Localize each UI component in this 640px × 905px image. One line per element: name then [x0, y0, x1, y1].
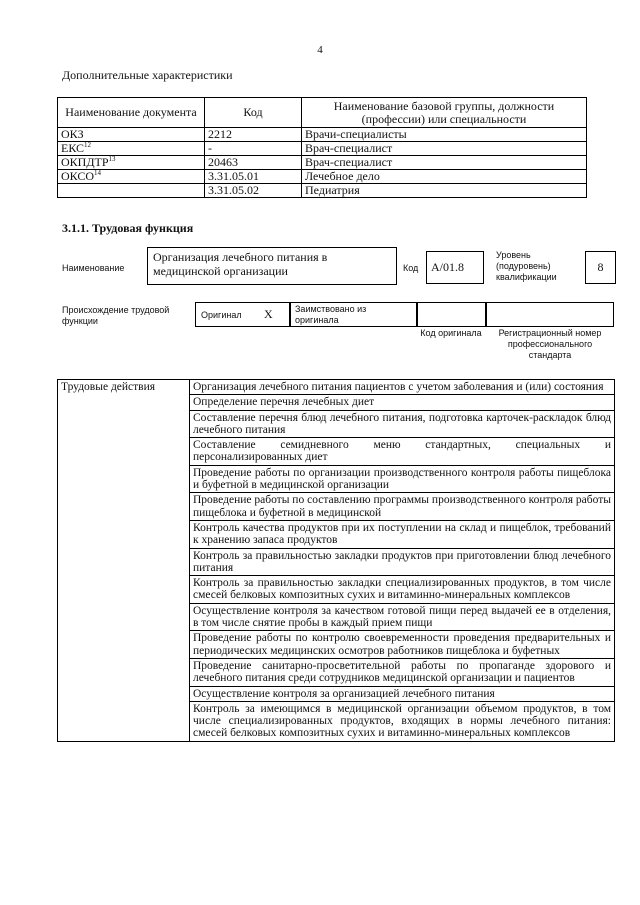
function-name-box: Организация лечебного питания в медицинской организации — [147, 247, 397, 285]
footnote-ref: 12 — [84, 141, 92, 149]
actions-label-cell: Трудовые действия — [58, 380, 190, 742]
borrowed-label: Заимствовано из оригинала — [295, 304, 367, 325]
action-item: Проведение работы по организации производственного контроля работы пищеблока и буфетной в медицинской организации — [190, 465, 615, 493]
reg-number-cell — [486, 302, 614, 327]
action-item: Составление семидневного меню стандартных, специальных и персонализированных диет — [190, 438, 615, 466]
action-item: Контроль за правильностью закладки продуктов при приготовлении блюд лечебного питания — [190, 548, 615, 576]
header-code: Код — [205, 98, 302, 128]
action-item: Проведение санитарно-просветительной работы по пропаганде здорового и лечебного питания среди сотрудников медицинской организации и пациентов — [190, 658, 615, 686]
action-item: Осуществление контроля за организацией лечебного питания — [190, 686, 615, 701]
borrowed-cell — [290, 302, 417, 327]
code-original-cell — [417, 302, 486, 327]
code-original-caption: Код оригинала — [420, 328, 482, 338]
header-group-name: Наименование базовой группы, должности (профессии) или специальности — [302, 98, 587, 128]
action-item: Контроль за имеющимся в медицинской организации объемом продуктов, в том числе специализированных продуктов, входящих в нормы лечебного питания: смесей белковых композитных сухих и витаминно-минеральных комплексов — [190, 701, 615, 741]
action-item: Определение перечня лечебных диет — [190, 395, 615, 410]
doc-name: ОКЗ — [61, 127, 84, 141]
action-item: Проведение работы по составлению программы производственного контроля работы пищеблока и буфетной в медицинской — [190, 493, 615, 521]
group-name-cell: Лечебное дело — [302, 170, 587, 184]
action-item: Контроль за правильностью закладки специализированных продуктов, в том числе смесей белковых композитных сухих и витаминно-минеральных комплексов — [190, 576, 615, 604]
original-cell — [195, 302, 290, 327]
code-cell: - — [205, 142, 302, 156]
code-cell: 2212 — [205, 128, 302, 142]
table-row — [58, 156, 587, 170]
table-row — [58, 184, 587, 198]
doc-name: ОКПДТР — [61, 155, 109, 169]
doc-cell — [58, 184, 205, 198]
group-name-cell: Врачи-специалисты — [302, 128, 587, 142]
action-item: Контроль качества продуктов при их поступлении на склад и пищеблок, требований к хранению запаса продуктов — [190, 520, 615, 548]
header-document: Наименование документа — [58, 98, 205, 128]
table-row — [58, 170, 587, 184]
doc-cell — [58, 170, 205, 184]
page-number: 4 — [317, 44, 323, 56]
level-label: Уровень (подуровень) квалификации — [496, 250, 557, 282]
labor-actions-table — [57, 379, 615, 742]
reg-number-caption: Регистрационный номер профессионального стандарта — [498, 328, 602, 360]
group-name-cell: Врач-специалист — [302, 142, 587, 156]
doc-cell — [58, 142, 205, 156]
table-row — [58, 142, 587, 156]
doc-name: ОКСО — [61, 169, 95, 183]
doc-cell — [58, 156, 205, 170]
footnote-ref: 14 — [94, 169, 102, 177]
function-code-box: A/01.8 — [426, 251, 484, 284]
action-item: Проведение работы по контролю своевременности проведения предварительных и периодических медицинских осмотров работников пищеблока и буфетных — [190, 631, 615, 659]
doc-name: ЕКС — [61, 141, 85, 155]
code-label: Код — [403, 263, 419, 273]
code-cell: 3.31.05.02 — [205, 184, 302, 198]
labor-function-heading: 3.1.1. Трудовая функция — [62, 221, 194, 235]
level-value-box: 8 — [585, 251, 616, 284]
table-header-row — [58, 98, 587, 128]
original-label: Оригинал — [201, 310, 242, 320]
doc-cell — [58, 128, 205, 142]
origin-label: Происхождение трудовой функции — [62, 305, 170, 326]
name-label: Наименование — [62, 263, 125, 273]
action-row — [58, 380, 615, 395]
action-item: Осуществление контроля за качеством готовой пищи перед выдачей ее в отделения, в том числе снятие пробы в каждый прием пищи — [190, 603, 615, 631]
group-name-cell: Педиатрия — [302, 184, 587, 198]
code-cell: 3.31.05.01 — [205, 170, 302, 184]
group-name-cell: Врач-специалист — [302, 156, 587, 170]
footnote-ref: 13 — [108, 155, 116, 163]
action-item: Составление перечня блюд лечебного питания, подготовка карточек-раскладок блюд лечебного питания — [190, 410, 615, 438]
table-row — [58, 128, 587, 142]
section-title-additional: Дополнительные характеристики — [62, 68, 233, 82]
code-cell: 20463 — [205, 156, 302, 170]
action-item: Организация лечебного питания пациентов с учетом заболевания и (или) состояния — [190, 380, 615, 395]
additional-characteristics-table — [57, 97, 587, 198]
original-mark: X — [264, 307, 273, 321]
